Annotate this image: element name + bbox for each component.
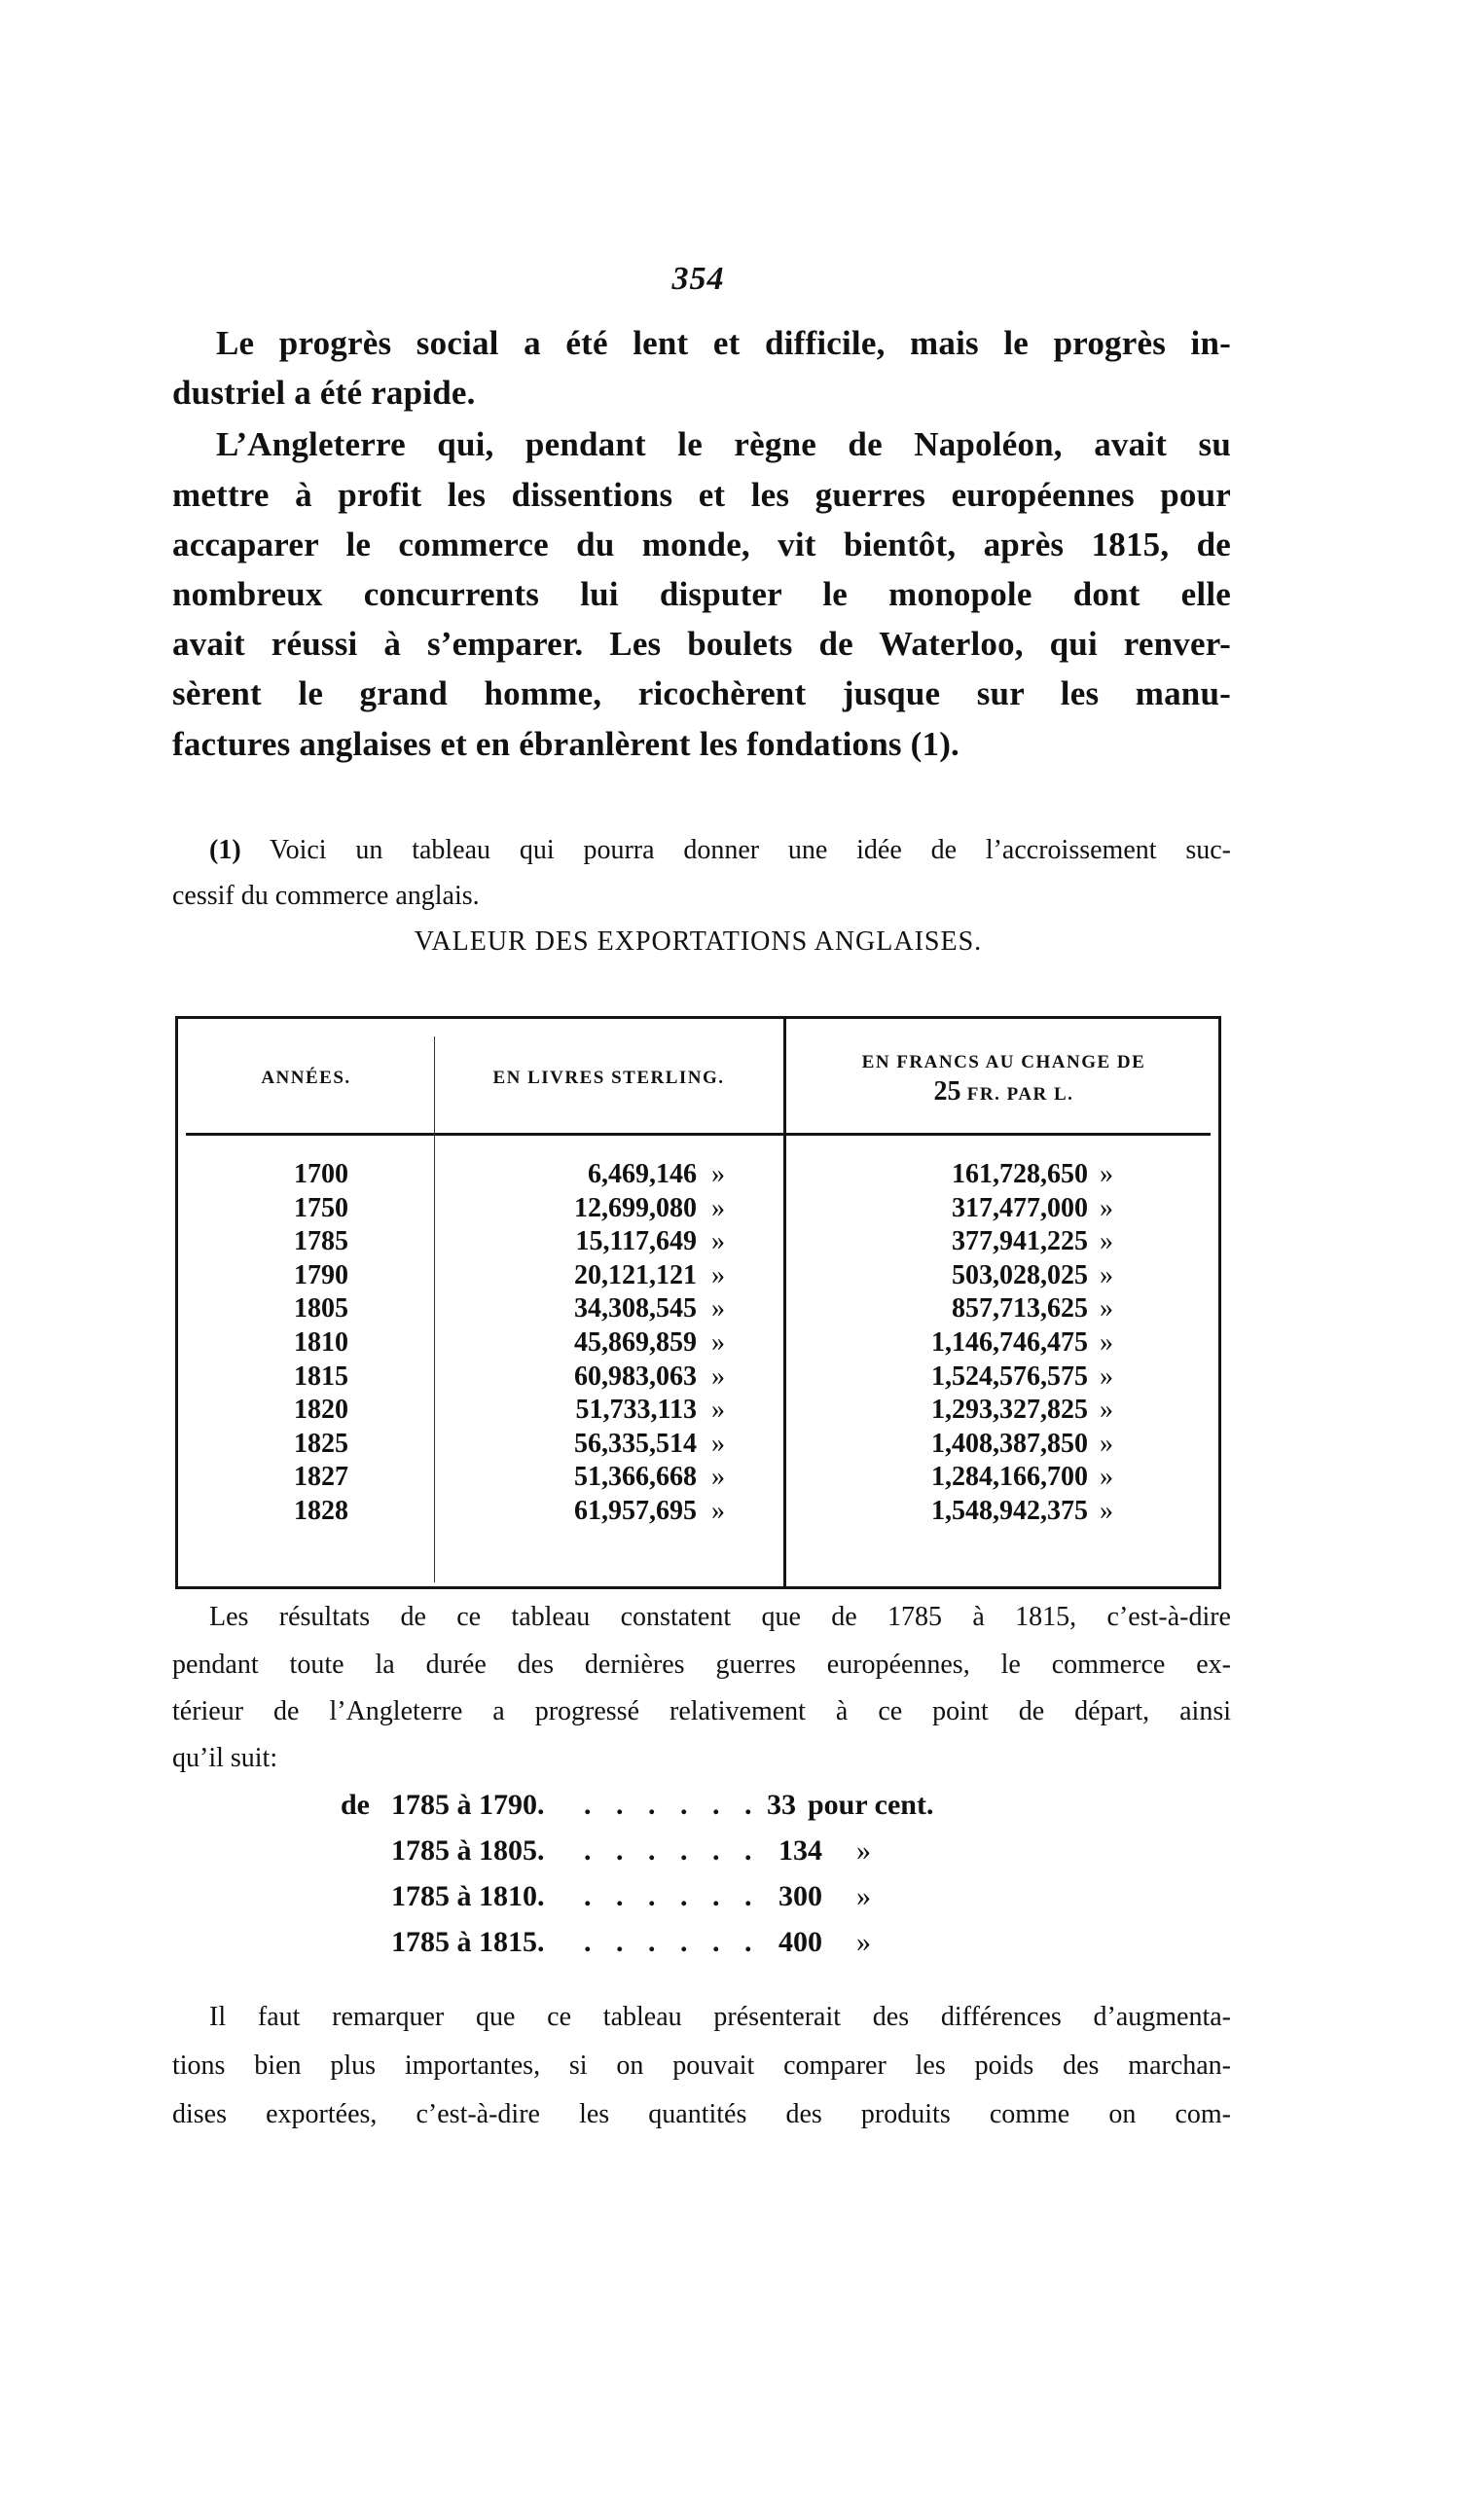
text-line: Il faut remarquer que ce tableau présenterait des différences d’augmenta- xyxy=(209,2002,1231,2032)
cell-pounds: 12,699,080 xyxy=(574,1192,697,1223)
table-title: VALEUR DES EXPORTATIONS ANGLAISES. xyxy=(414,926,983,957)
cell-year: 1700 xyxy=(294,1159,348,1189)
cell-year: 1805 xyxy=(294,1293,348,1325)
progress-unit: pour cent. xyxy=(808,1789,934,1821)
footnote-line xyxy=(209,835,1231,866)
ditto-mark: » xyxy=(1100,1226,1113,1257)
text-line: Les résultats de ce tableau constatent que de 1785 à 1815, c’est-à-dire xyxy=(209,1602,1231,1632)
text-line: dises exportées, c’est-à-dire les quantités des produits comme on com- xyxy=(172,2099,1231,2129)
text-line: dustriel a été rapide. xyxy=(172,374,476,412)
ditto-mark: » xyxy=(711,1192,725,1223)
cell-francs: 1,548,942,375 xyxy=(931,1495,1088,1526)
text-line: térieur de l’Angleterre a progressé relativement à ce point de départ, ainsi xyxy=(172,1696,1231,1726)
cell-francs: 1,284,166,700 xyxy=(931,1462,1088,1493)
leader-dots: . . . . . . xyxy=(584,1880,761,1912)
cell-year: 1785 xyxy=(294,1226,348,1257)
text-line: avait réussi à s’emparer. Les boulets de Waterloo, qui renver- xyxy=(172,625,1231,663)
ditto-mark: » xyxy=(1100,1428,1113,1459)
table-row xyxy=(178,1361,1218,1396)
cell-year: 1750 xyxy=(294,1192,348,1223)
table-row xyxy=(178,1327,1218,1361)
ditto-mark: » xyxy=(1100,1259,1113,1290)
ditto-mark: » xyxy=(1100,1361,1113,1392)
progress-range: 1785 à 1805. xyxy=(391,1834,545,1867)
cell-francs: 1,146,746,475 xyxy=(931,1326,1088,1358)
cell-francs: 857,713,625 xyxy=(952,1293,1088,1325)
ditto-mark: » xyxy=(711,1326,725,1358)
ditto-mark: » xyxy=(1100,1495,1113,1526)
cell-year: 1828 xyxy=(294,1495,348,1526)
progress-unit: » xyxy=(856,1880,871,1912)
progress-row xyxy=(0,1880,1070,1919)
cell-francs: 1,293,327,825 xyxy=(931,1395,1088,1426)
cell-francs: 317,477,000 xyxy=(952,1192,1088,1223)
cell-pounds: 45,869,859 xyxy=(574,1326,697,1358)
column-header-years: ANNÉES. xyxy=(261,1068,351,1088)
cell-pounds: 20,121,121 xyxy=(574,1259,697,1290)
progress-value: 134 xyxy=(778,1834,822,1867)
footnote-text: Voici un tableau qui pourra donner une idée de l’accroissement suc- xyxy=(269,835,1231,865)
column-header-francs xyxy=(786,1048,1221,1109)
progress-unit: » xyxy=(856,1926,871,1958)
cell-francs: 503,028,025 xyxy=(952,1259,1088,1290)
text-line: sèrent le grand homme, ricochèrent jusque sur les manu- xyxy=(172,674,1231,712)
cell-year: 1810 xyxy=(294,1326,348,1358)
text-line: L’Angleterre qui, pendant le règne de Napoléon, avait su xyxy=(216,425,1231,463)
cell-year: 1820 xyxy=(294,1395,348,1426)
exchange-rate-unit: FR. PAR L. xyxy=(960,1084,1074,1105)
ditto-mark: » xyxy=(711,1395,725,1426)
table-body xyxy=(178,1159,1218,1530)
footnote-line: cessif du commerce anglais. xyxy=(172,881,480,911)
ditto-mark: » xyxy=(1100,1395,1113,1426)
cell-year: 1815 xyxy=(294,1361,348,1392)
table-row xyxy=(178,1226,1218,1260)
progress-row xyxy=(0,1834,1070,1873)
text-line: mettre à profit les dissentions et les guerres européennes pour xyxy=(172,476,1231,514)
progress-range: 1785 à 1790. xyxy=(391,1789,545,1821)
cell-pounds: 60,983,063 xyxy=(574,1361,697,1392)
page-number: 354 xyxy=(671,261,725,297)
footnote-marker: (1) xyxy=(209,835,241,865)
progress-value: 300 xyxy=(778,1880,822,1912)
progress-value: 400 xyxy=(778,1926,822,1958)
ditto-mark: » xyxy=(711,1226,725,1257)
text-line: qu’il suit: xyxy=(172,1743,278,1773)
text-line: nombreux concurrents lui disputer le monopole dont elle xyxy=(172,575,1231,613)
table-row xyxy=(178,1260,1218,1294)
exchange-rate: 25 xyxy=(933,1076,961,1107)
ditto-mark: » xyxy=(711,1361,725,1392)
cell-pounds: 61,957,695 xyxy=(574,1495,697,1526)
ditto-mark: » xyxy=(711,1293,725,1325)
text-line: pendant toute la durée des dernières guerres européennes, le commerce ex- xyxy=(172,1650,1231,1680)
ditto-mark: » xyxy=(1100,1326,1113,1358)
ditto-mark: » xyxy=(1100,1462,1113,1493)
progress-unit: » xyxy=(856,1834,871,1867)
ditto-mark: » xyxy=(711,1462,725,1493)
ditto-mark: » xyxy=(1100,1192,1113,1223)
table-row xyxy=(178,1159,1218,1193)
ditto-mark: » xyxy=(711,1495,725,1526)
cell-year: 1827 xyxy=(294,1462,348,1493)
table-row xyxy=(178,1429,1218,1463)
ditto-mark: » xyxy=(711,1428,725,1459)
ditto-mark: » xyxy=(1100,1159,1113,1189)
header-divider xyxy=(186,1133,1211,1136)
table-row xyxy=(178,1293,1218,1327)
progress-value: 33 xyxy=(767,1789,796,1821)
cell-pounds: 6,469,146 xyxy=(588,1159,697,1189)
table-row xyxy=(178,1462,1218,1496)
text-line: tions bien plus importantes, si on pouvait comparer les poids des marchan- xyxy=(172,2050,1231,2081)
progress-range: 1785 à 1810. xyxy=(391,1880,545,1912)
cell-pounds: 15,117,649 xyxy=(575,1226,697,1257)
exports-table xyxy=(175,1016,1221,1589)
cell-pounds: 51,366,668 xyxy=(574,1462,697,1493)
progress-range: 1785 à 1815. xyxy=(391,1926,545,1958)
table-row xyxy=(178,1193,1218,1227)
table-row xyxy=(178,1496,1218,1530)
cell-pounds: 51,733,113 xyxy=(575,1395,697,1426)
ditto-mark: » xyxy=(711,1159,725,1189)
progress-lead: de xyxy=(341,1789,370,1821)
ditto-mark: » xyxy=(1100,1293,1113,1325)
cell-francs: 377,941,225 xyxy=(952,1226,1088,1257)
progress-row xyxy=(0,1926,1070,1965)
text-line: accaparer le commerce du monde, vit bientôt, après 1815, de xyxy=(172,526,1231,563)
cell-year: 1790 xyxy=(294,1259,348,1290)
header-francs-line2 xyxy=(786,1077,1221,1109)
column-header-pounds: EN LIVRES STERLING. xyxy=(492,1068,725,1088)
header-francs-line1: EN FRANCS AU CHANGE DE xyxy=(861,1052,1146,1072)
cell-francs: 161,728,650 xyxy=(952,1159,1088,1189)
cell-pounds: 56,335,514 xyxy=(574,1428,697,1459)
leader-dots: . . . . . . xyxy=(584,1926,761,1958)
text-line: factures anglaises et en ébranlèrent les fondations (1). xyxy=(172,725,960,763)
cell-pounds: 34,308,545 xyxy=(574,1293,697,1325)
cell-year: 1825 xyxy=(294,1428,348,1459)
text-line: Le progrès social a été lent et difficile, mais le progrès in- xyxy=(216,324,1231,362)
cell-francs: 1,408,387,850 xyxy=(931,1428,1088,1459)
leader-dots: . . . . . . xyxy=(584,1834,761,1867)
table-row xyxy=(178,1395,1218,1429)
cell-francs: 1,524,576,575 xyxy=(931,1361,1088,1392)
ditto-mark: » xyxy=(711,1259,725,1290)
leader-dots: . . . . . . xyxy=(584,1789,761,1821)
progress-row xyxy=(0,1789,1070,1828)
